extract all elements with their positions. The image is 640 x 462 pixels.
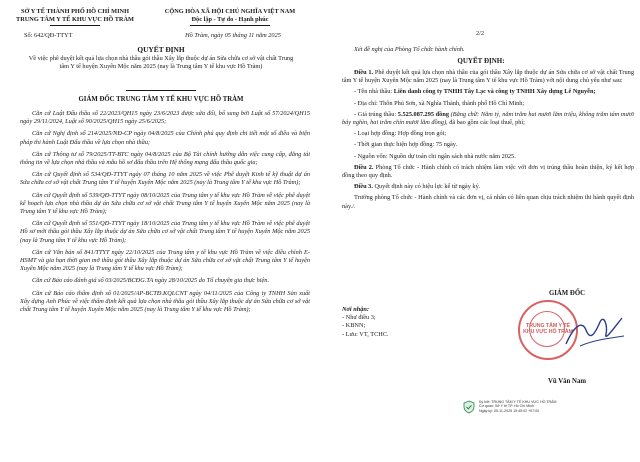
contractor-name: Liên danh công ty TNHH Tây Lạc và công ty TNHH Xây dựng Lê Nguyễn; xyxy=(393,88,596,96)
nation-line-1: CỘNG HÒA XÃ HỘI CHỦ NGHĨA VIỆT NAM xyxy=(164,8,296,15)
doc-number: Số: 642/QĐ-TTYT xyxy=(24,32,73,39)
article-1 xyxy=(342,69,634,85)
decides-heading: QUYẾT ĐỊNH: xyxy=(457,57,505,65)
nation-underline xyxy=(190,25,270,26)
digital-sig-line: Ngày ký: 05-11-2025 15:45:02 +07:00 xyxy=(479,408,540,413)
price-words: (Bằng chữ: Năm tỷ, năm trăm hai mươi lăm triệu, không trăm tám mươi bảy nghìn, hai trăm chín mươi lăm đồng), xyxy=(342,110,634,127)
article-1-text: Phê duyệt kết quả lựa chọn nhà thầu của gói thầu Xây lắp thuộc dự án Sửa chữa cơ sở vật chất Trung tâm Y tế huyện Xuyên Mộc năm 2025 (nay là Trung tâm Y tế khu vực Hồ Tràm) với nội dung chủ yếu như sau: xyxy=(342,69,634,85)
article-2-label: Điều 2. xyxy=(354,163,374,171)
agency-line-2: TRUNG TÂM Y TẾ KHU VỰC HỒ TRÀM xyxy=(16,16,134,23)
subject-underline xyxy=(126,90,196,91)
signer-name: Vũ Văn Nam xyxy=(547,378,587,385)
recipient-item: - Như điều 3; xyxy=(342,314,376,322)
address-line: - Địa chỉ: Thôn Phú Sơn, xã Nghĩa Thành, thành phố Hồ Chí Minh; xyxy=(354,99,525,107)
price-label: - Giá trúng thầu: xyxy=(354,110,398,118)
recipient-item: - Lưu: VT, TCHC. xyxy=(342,330,389,338)
page-number: 2/2 xyxy=(476,30,485,37)
price-line xyxy=(342,111,634,127)
signer-title: GIÁM ĐỐC xyxy=(548,290,586,297)
basis-item: Căn cứ Thông tư số 79/2025/TT-BTC ngày 04/8/2025 của Bộ Tài chính hướng dẫn việc cung cấp, đăng tải thông tin về lựa chọn nhà thầu và mẫu hồ sơ đấu thầu trên Hệ thống mạng đấu thầu quốc gia; xyxy=(20,150,310,167)
digital-signature-icon xyxy=(462,400,476,414)
digital-sig-line: Cơ quan: Sở Y tế TP. Hồ Chí Minh xyxy=(479,404,534,409)
basis-item: Căn cứ Quyết định số 539/QĐ-TTYT ngày 08/10/2025 của Trung tâm y tế khu vực Hồ Tràm về việc phê duyệt kế hoạch lựa chọn nhà thầu dự án Sửa chữa cơ sở vật chất Trung tâm Y tế huyện Xuyên Mộc năm 2025 (nay là Trung tâm Y tế khu vực Hồ Tràm); xyxy=(20,191,310,216)
basis-item: Căn cứ Báo cáo đánh giá số 03/2025/BCĐG.TA ngày 28/10/2025 do Tổ chuyên gia thực hiện. xyxy=(32,277,269,285)
seal-text: TRUNG TÂM Y TẾ KHU VỰC HỒ TRÀM xyxy=(523,323,573,335)
contract-type: - Loại hợp đồng: Hợp đồng trọn gói; xyxy=(354,130,447,138)
article-1-label: Điều 1. xyxy=(354,69,374,76)
recipients-block xyxy=(342,306,452,339)
basis-item: Căn cứ Quyết định số 534/QĐ-TTYT ngày 07 tháng 10 năm 2025 về việc Phê duyệt Kinh tế kỹ thuật dự án Sửa chữa cơ sở vật chất Trung tâm Y tế huyện Xuyên Mộc năm 2025 (nay là Trung tâm Y tế khu vực Hồ Tràm); xyxy=(20,171,310,187)
basis-item: Căn cứ Luật Đấu thầu số 22/2023/QH15 ngày 23/6/2023 được sửa đổi, bổ sung bởi Luật số 57/2024/QH15 ngày 29/11/2024, Luật số 90/2025/QH15 ngày 25/6/2025; xyxy=(20,110,310,126)
legal-bases xyxy=(20,110,310,314)
price-value: 5.525.087.295 đồng xyxy=(397,110,449,118)
contractor-line xyxy=(342,88,634,96)
funding: - Nguồn vốn: Nguồn dự toán chi ngân sách nhà nước năm 2025. xyxy=(354,152,516,160)
doc-type: QUYẾT ĐỊNH xyxy=(137,45,185,54)
duration: - Thời gian thực hiện hợp đồng: 75 ngày. xyxy=(354,141,458,149)
nation-line-2: Độc lập - Tự do - Hạnh phúc xyxy=(191,16,269,23)
price-tail: đã bao gồm các loại thuế, phí; xyxy=(447,119,525,127)
article-2 xyxy=(342,164,634,180)
basis-item: Căn cứ Quyết định số 551/QĐ-TTYT ngày 18/10/2025 của Trung tâm y tế khu vực Hồ Tràm về việc phê duyệt Hồ sơ mời thầu gói thầu Xây lắp thuộc dự án Sửa chữa cơ sở vật chất Trung tâm Y tế huyện Xuyên Mộc năm 2025 (nay là Trung tâm Y tế khu vực Hồ Tràm); xyxy=(20,220,310,244)
articles xyxy=(342,69,634,211)
article-3-label: Điều 3. xyxy=(354,183,373,191)
agency-line-1: SỞ Y TẾ THÀNH PHỐ HỒ CHÍ MINH xyxy=(21,8,129,15)
article-2-text: Phòng Tổ chức - Hành chính có trách nhiệm làm việc với đơn vị trúng thầu hoàn thiện, ký kết hợp đồng theo quy định. xyxy=(342,163,634,180)
handwritten-signature-icon xyxy=(560,306,630,356)
basis-item: Căn cứ Nghị định số 214/2025/NĐ-CP ngày 04/8/2025 của Chính phủ quy định chi tiết một số điều và biện pháp thi hành Luật Đấu thầu về lựa chọn nhà thầu; xyxy=(20,130,310,146)
implementation-clause: Trưởng phòng Tổ chức - Hành chính và các đơn vị, cá nhân có liên quan chịu trách nhiệm thi hành quyết định này./. xyxy=(342,194,634,210)
agency-underline xyxy=(50,25,100,26)
place-date: Hồ Tràm, ngày 05 tháng 11 năm 2025 xyxy=(185,32,281,39)
recipient-item: - KBNN; xyxy=(342,322,366,330)
basis-item: Căn cứ Văn bản số 841/TTYT ngày 22/10/2025 của Trung tâm y tế khu vực Hồ Tràm về việc điều chỉnh E-HSMT và gia hạn thời gian mở thầu gói thầu Xây lắp thuộc dự án Sửa chữa cơ sở vật chất Trung tâm Y tế huyện Xuyên Mộc năm 2025 (nay là Trung tâm Y tế khu vực Hồ Tràm); xyxy=(20,248,310,273)
article-3 xyxy=(342,183,634,191)
proposal-line: Xét đề nghị của Phòng Tổ chức hành chính. xyxy=(354,46,465,53)
recipients-title: Nơi nhận: xyxy=(342,306,370,313)
basis-item: Căn cứ Báo cáo thẩm định số 01/2025/AP-BCTĐ.KQLCNT ngày 04/11/2025 của Công ty TNHH Sản xuất Xây dựng Anh Phúc về việc thẩm định kết quả lựa chọn nhà thầu gói thầu Xây lắp thuộc dự án Sửa chữa cơ sở vật chất Trung tâm Y tế huyện Xuyên Mộc năm 2025 (nay là Trung tâm Y tế khu vực Hồ Tràm); xyxy=(20,289,310,314)
authority-title: GIÁM ĐỐC TRUNG TÂM Y TẾ KHU VỰC HỒ TRÀM xyxy=(78,96,244,103)
contractor-label: - Tên nhà thầu: xyxy=(354,88,394,96)
article-3-text: Quyết định này có hiệu lực kể từ ngày ký. xyxy=(374,183,481,191)
document-page-2 xyxy=(322,0,640,462)
digital-sig-line: Ký bởi: TRUNG TÂM Y TẾ KHU VỰC HỒ TRÀM xyxy=(479,400,557,404)
doc-subject: Về việc phê duyệt kết quả lựa chọn nhà thầu gói thầu Xây lắp thuộc dự án Sửa chữa cơ sở vật chất Trung tâm Y tế huyện Xuyên Mộc năm 2025 (nay là Trung tâm Y tế khu vực Hồ Tràm) xyxy=(28,55,294,71)
